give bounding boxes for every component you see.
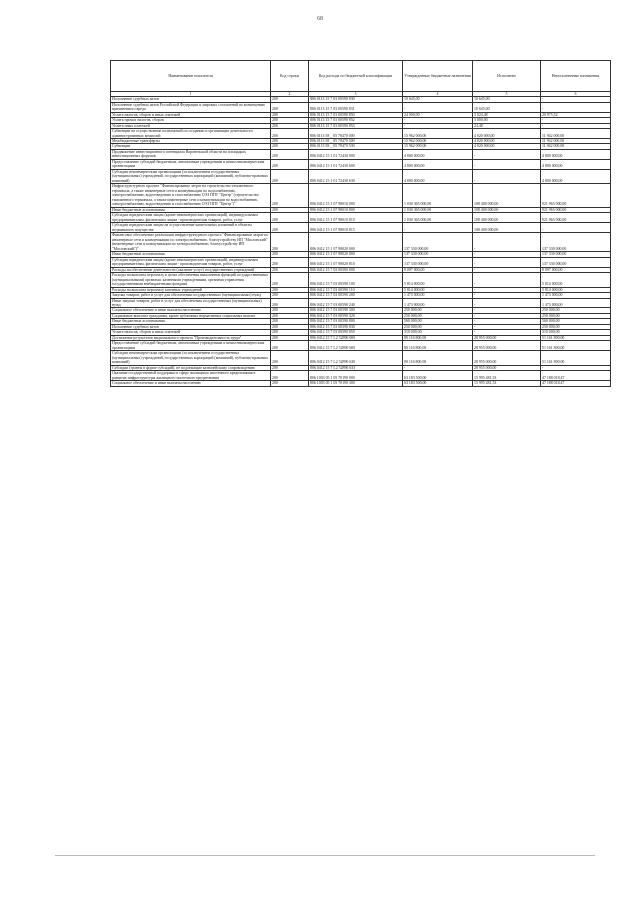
budget-code-cell: 806 0412 15 7 03 00590 800 [309, 319, 403, 324]
executed-cell: - [473, 149, 541, 159]
approved-cell: 63 183 500,00 [403, 371, 473, 381]
unexecuted-cell: 1 473 000,00 [541, 298, 611, 308]
line-code-cell: 200 [271, 233, 309, 252]
indicator-name-cell: Предоставление субсидий бюджетным, автономным учреждениям и иным некоммерческим организациям [111, 159, 271, 169]
table-row [111, 159, 611, 169]
table-row [111, 223, 611, 233]
approved-cell: - [403, 102, 473, 112]
approved-cell: 15 962 000,00 [403, 129, 473, 139]
indicator-name-cell: Субсидии некоммерческим организациям (за исключением государственных (муниципальных) учреждений, государственных корпораций (компаний), публично-правовых компаний) [111, 169, 271, 183]
line-code-cell: 200 [271, 313, 309, 318]
table-row [111, 273, 611, 287]
unexecuted-cell: 921 965 000,00 [541, 207, 611, 212]
line-code-cell: 200 [271, 159, 309, 169]
indicator-name-cell: Межбюджетные трансферты [111, 139, 271, 144]
executed-cell: 4 020 000,00 [473, 129, 541, 139]
budget-code-cell: 806 0412 15 7 03 00590 320 [309, 313, 403, 318]
table-row [111, 257, 611, 267]
line-code-cell: 200 [271, 123, 309, 128]
unexecuted-cell: 5 814 000,00 [541, 287, 611, 292]
line-code-cell: 200 [271, 207, 309, 212]
indicator-name-cell: Исполнение судебных актов [111, 97, 271, 102]
indicator-name-cell: Оказание государственной поддержки в сфере жилищного ипотечного кредитования в развитие инфраструктуры жилищного ипотечного кредитования [111, 371, 271, 381]
executed-cell: - [473, 267, 541, 272]
table-header-row [111, 61, 611, 92]
budget-execution-table [110, 60, 611, 387]
line-code-cell: 200 [271, 330, 309, 335]
approved-cell: 5 814 000,00 [403, 273, 473, 287]
executed-cell: 108 400 000,00 [473, 213, 541, 223]
approved-cell: 24 000,00 [403, 112, 473, 117]
indicator-name-cell: Расходы на выплаты персоналу в целях обеспечения выполнения функций государственными (муниципальными) органами, казенными учреждениями, органами управления государственными внебюджетными фондами [111, 273, 271, 287]
executed-cell: 3 000,00 [473, 118, 541, 123]
approved-cell: 10 645,00 [403, 97, 473, 102]
budget-code-cell: 806 0412 15 1 07 98010 800 [309, 207, 403, 212]
indicator-name-cell: Субсидии юридическим лицам (кроме некоммерческих организаций), индивидуальным предпринимателям, физическим лицам - производителям товаров, работ, услуг [111, 257, 271, 267]
header-executed: Исполнено [473, 61, 541, 92]
line-code-cell: 200 [271, 293, 309, 298]
budget-code-cell: 806 0412 15 7 03 00590 240 [309, 298, 403, 308]
unexecuted-cell: 560 000,00 [541, 319, 611, 324]
executed-cell: 24,48 [473, 123, 541, 128]
unexecuted-cell: 4 800 000,00 [541, 169, 611, 183]
table-row [111, 298, 611, 308]
indicator-name-cell: Иные бюджетные ассигнования [111, 319, 271, 324]
indicator-name-cell: Иные бюджетные ассигнования [111, 207, 271, 212]
budget-code-cell: 806 0412 15 7 03 00590 000 [309, 267, 403, 272]
table-row [111, 233, 611, 252]
header-approved-appropriations: Утвержденные бюджетные назначения [403, 61, 473, 92]
indicator-name-cell: Субсидии некоммерческим организациям (за исключением государственных (муниципальных) учреждений, государственных корпораций (компаний), публично-правовых компаний) [111, 351, 271, 365]
line-code-cell: 200 [271, 257, 309, 267]
approved-cell: 1 030 365 000,00 [403, 213, 473, 223]
unexecuted-cell: 250 000,00 [541, 308, 611, 313]
approved-cell: 137 330 000,00 [403, 252, 473, 257]
approved-cell: - [403, 118, 473, 123]
executed-cell: 10 645,00 [473, 97, 541, 102]
indicator-name-cell: Инфраструктурного проекта "Финансирование затрат на строительство таможенного терминала, а также инженерные сети и коммуникации по водоснабжению, электроснабжению, водоотведению и газоснабжению ОЭЗ ППТ "Центр" (строительство таможенного терминала, а также инженерные сети и коммуникации по водоснабжению, электроснабжению, водоотведению и газоснабжению ОЭЗ ППТ "Центр")" [111, 184, 271, 207]
unexecuted-cell: - [541, 102, 611, 112]
indicator-name-cell: Уплата прочих налогов, сборов [111, 118, 271, 123]
line-code-cell: 200 [271, 341, 309, 351]
budget-code-cell: 806 0412 15 1 07 98020 000 [309, 233, 403, 252]
budget-code-cell: 806 0412 15 7 03 00590 110 [309, 287, 403, 292]
table-row [111, 351, 611, 365]
executed-cell: - [473, 159, 541, 169]
approved-cell: 63 183 500,00 [403, 381, 473, 386]
unexecuted-cell: 11 942 000,00 [541, 129, 611, 139]
budget-code-cell: 806 0113 15 7 03 00590 852 [309, 118, 403, 123]
column-number: 6 [541, 92, 611, 97]
executed-cell: - [473, 252, 541, 257]
table-row [111, 129, 611, 139]
indicator-name-cell: Закупка товаров, работ и услуг для обеспечения государственных (муниципальных) нужд [111, 293, 271, 298]
table-row [111, 184, 611, 207]
unexecuted-cell: 51 161 800,00 [541, 341, 611, 351]
unexecuted-cell: 137 330 000,00 [541, 233, 611, 252]
approved-cell: 1 030 365 000,00 [403, 207, 473, 212]
unexecuted-cell: 47 188 018,47 [541, 371, 611, 381]
column-number: 5 [473, 92, 541, 97]
unexecuted-cell: 921 965 000,00 [541, 184, 611, 207]
indicator-name-cell: Уплата налогов, сборов и иных платежей [111, 330, 271, 335]
executed-cell: 10 645,00 [473, 102, 541, 112]
budget-code-cell: 806 0113 58 _ 05 78470 530 [309, 144, 403, 149]
approved-cell: 137 330 000,00 [403, 233, 473, 252]
budget-code-cell: 806 0412 15 1 07 98010 000 [309, 184, 403, 207]
indicator-name-cell: Социальные выплаты гражданам, кроме публичных нормативных социальных выплат [111, 313, 271, 318]
executed-cell: 28 955 000,00 [473, 365, 541, 370]
approved-cell: 250 000,00 [403, 324, 473, 329]
line-code-cell: 200 [271, 118, 309, 123]
budget-code-cell: 806 0412 15 1 07 98010 810 [309, 213, 403, 223]
table-row [111, 371, 611, 381]
footer-divider [55, 855, 595, 856]
executed-cell: - [473, 169, 541, 183]
budget-code-cell: 806 0412 15 7 L2 52890 630 [309, 351, 403, 365]
executed-cell: - [473, 233, 541, 252]
line-code-cell: 200 [271, 324, 309, 329]
header-indicator-name: Наименование показателя [111, 61, 271, 92]
line-code-cell: 200 [271, 129, 309, 139]
indicator-name-cell: Субсидии (гранты в форме субсидий), не подлежащие казначейскому сопровождению [111, 365, 271, 370]
approved-cell: 250 000,00 [403, 313, 473, 318]
line-code-cell: 200 [271, 371, 309, 381]
indicator-name-cell: Расходы на выплаты персоналу казенных учреждений [111, 287, 271, 292]
executed-cell: 15 995 481,53 [473, 381, 541, 386]
approved-cell: 560 000,00 [403, 319, 473, 324]
approved-cell: 250 000,00 [403, 308, 473, 313]
budget-code-cell: 806 0113 15 7 03 00590 831 [309, 102, 403, 112]
executed-cell: 15 995 481,53 [473, 371, 541, 381]
table-row [111, 341, 611, 351]
budget-code-cell: 806 0412 15 1 01 72430 630 [309, 169, 403, 183]
line-code-cell: 200 [271, 184, 309, 207]
approved-cell: 4 800 000,00 [403, 159, 473, 169]
executed-cell: - [473, 319, 541, 324]
budget-code-cell: 806 1003 05 1 05 70190 300 [309, 381, 403, 386]
line-code-cell: 200 [271, 169, 309, 183]
unexecuted-cell: 51 161 800,00 [541, 335, 611, 340]
line-code-cell: 200 [271, 308, 309, 313]
budget-code-cell: 806 0412 15 7 03 00590 100 [309, 273, 403, 287]
table-body [111, 97, 611, 387]
line-code-cell: 200 [271, 298, 309, 308]
line-code-cell: 200 [271, 273, 309, 287]
indicator-name-cell: Социальное обеспечение и иные выплаты населению [111, 308, 271, 313]
executed-cell: - [473, 330, 541, 335]
budget-code-cell: 806 0412 15 1 07 98020 800 [309, 252, 403, 257]
unexecuted-cell: 4 800 000,00 [541, 159, 611, 169]
executed-cell: 28 955 000,00 [473, 341, 541, 351]
unexecuted-cell: 8 097 000,00 [541, 267, 611, 272]
indicator-name-cell: Иные закупки товаров, работ и услуг для обеспечения государственных (муниципальных) нужд [111, 298, 271, 308]
executed-cell: - [473, 298, 541, 308]
page-number: 68 [317, 16, 323, 22]
budget-code-cell: 806 0412 15 1 07 98010 815 [309, 223, 403, 233]
indicator-name-cell: Социальное обеспечение и иные выплаты населению [111, 381, 271, 386]
approved-cell: 1 030 365 000,00 [403, 184, 473, 207]
indicator-name-cell: Иные бюджетные ассигнования [111, 252, 271, 257]
unexecuted-cell: 47 188 018,47 [541, 381, 611, 386]
table-row [111, 213, 611, 223]
indicator-name-cell: Продвижение инвестиционного потенциала Воронежской области на площадках инвестиционных форумов [111, 149, 271, 159]
budget-code-cell: 806 0113 15 7 03 00590 853 [309, 123, 403, 128]
line-code-cell: 200 [271, 97, 309, 102]
budget-code-cell: 806 0412 15 7 03 00590 200 [309, 293, 403, 298]
budget-code-cell: 806 0412 15 7 03 00590 300 [309, 308, 403, 313]
unexecuted-cell: 137 330 000,00 [541, 257, 611, 267]
line-code-cell: 200 [271, 335, 309, 340]
approved-cell: 5 814 000,00 [403, 287, 473, 292]
indicator-name-cell: Субвенции на осуществление полномочий по созданию и организации деятельности административных комиссий [111, 129, 271, 139]
executed-cell: 4 020 000,00 [473, 139, 541, 144]
budget-code-cell: 806 0113 15 7 03 00590 830 [309, 97, 403, 102]
unexecuted-cell: 250 000,00 [541, 313, 611, 318]
indicator-name-cell: Уплата иных платежей [111, 123, 271, 128]
approved-cell: 1 473 000,00 [403, 293, 473, 298]
unexecuted-cell: 250 000,00 [541, 324, 611, 329]
approved-cell: 1 473 000,00 [403, 298, 473, 308]
approved-cell: 15 962 000,00 [403, 139, 473, 144]
executed-cell: - [473, 324, 541, 329]
indicator-name-cell: Предоставление субсидий бюджетным, автономным учреждениям и иным некоммерческим организациям [111, 341, 271, 351]
executed-cell: 4 020 000,00 [473, 144, 541, 149]
budget-code-cell: 806 1003 05 1 05 70190 000 [309, 371, 403, 381]
executed-cell: 108 400 000,00 [473, 223, 541, 233]
header-unexecuted-appropriations: Неисполненные назначения [541, 61, 611, 92]
approved-cell: 80 116 800,00 [403, 335, 473, 340]
line-code-cell: 200 [271, 149, 309, 159]
indicator-name-cell: Уплата налогов, сборов и иных платежей [111, 112, 271, 117]
executed-cell: 3 024,48 [473, 112, 541, 117]
indicator-name-cell: Субсидии юридическим лицам (кроме некоммерческих организаций), индивидуальным предпринимателям, физическим лицам - производителям товаров, работ, услуг [111, 213, 271, 223]
unexecuted-cell: 51 161 800,00 [541, 351, 611, 365]
executed-cell: 28 955 000,00 [473, 351, 541, 365]
indicator-name-cell: Субсидии юридическим лицам на осуществление капитальных вложений в объекты недвижимого имущества [111, 223, 271, 233]
unexecuted-cell: 137 330 000,00 [541, 252, 611, 257]
budget-code-cell: 806 0412 15 7 03 00590 830 [309, 324, 403, 329]
indicator-name-cell: Исполнение судебных актов Российской Федерации и мировых соглашений по возмещению причиненного вреда [111, 102, 271, 112]
approved-cell: 4 800 000,00 [403, 169, 473, 183]
budget-code-cell: 806 0412 15 7 03 00590 850 [309, 330, 403, 335]
unexecuted-cell: - [541, 123, 611, 128]
budget-code-cell: 806 0113 58 _ 05 78470 000 [309, 129, 403, 139]
unexecuted-cell: 11 942 000,00 [541, 144, 611, 149]
budget-code-cell: 806 0412 15 7 L2 52890 600 [309, 341, 403, 351]
unexecuted-cell: - [541, 223, 611, 233]
approved-cell: 310 000,00 [403, 330, 473, 335]
executed-cell: - [473, 293, 541, 298]
indicator-name-cell: Финансовое обеспечение реализации инфраструктурного проекта "Финансирование затрат по инженерные сети и коммуникации по электроснабжению, благоустройству ИП "Масловский" (инженерные сети и коммуникации по электроснабжению, благоустройству ИП "Масловский")" [111, 233, 271, 252]
unexecuted-cell: - [541, 365, 611, 370]
header-budget-classification-code: Код расхода по бюджетной классификации [309, 61, 403, 92]
approved-cell: 137 330 000,00 [403, 257, 473, 267]
table-row [111, 381, 611, 386]
unexecuted-cell: - [541, 118, 611, 123]
table-row [111, 149, 611, 159]
executed-cell: - [473, 287, 541, 292]
indicator-name-cell: Достижение результатов национального проекта "Производительность труда" [111, 335, 271, 340]
executed-cell: - [473, 313, 541, 318]
unexecuted-cell: 11 942 000,00 [541, 139, 611, 144]
executed-cell: 108 400 000,00 [473, 184, 541, 207]
indicator-name-cell: Субвенции [111, 144, 271, 149]
budget-code-cell: 806 0113 58 _ 05 78470 500 [309, 139, 403, 144]
executed-cell: - [473, 308, 541, 313]
approved-cell: - [403, 123, 473, 128]
line-code-cell: 200 [271, 213, 309, 223]
indicator-name-cell: Расходы на обеспечение деятельности (оказание услуг) государственных учреждений [111, 267, 271, 272]
approved-cell: 15 962 000,00 [403, 144, 473, 149]
line-code-cell: 200 [271, 287, 309, 292]
column-number: 1 [111, 92, 271, 97]
budget-code-cell: 806 0412 15 7 L2 52890 000 [309, 335, 403, 340]
budget-code-cell: 806 0412 15 1 01 72430 000 [309, 149, 403, 159]
approved-cell: 4 800 000,00 [403, 149, 473, 159]
line-code-cell: 200 [271, 112, 309, 117]
budget-code-cell: 806 0412 15 7 L2 52890 633 [309, 365, 403, 370]
line-code-cell: 200 [271, 365, 309, 370]
table-row [111, 169, 611, 183]
line-code-cell: 200 [271, 139, 309, 144]
approved-cell: - [403, 223, 473, 233]
unexecuted-cell: 20 975,52 [541, 112, 611, 117]
line-code-cell: 200 [271, 102, 309, 112]
line-code-cell: 200 [271, 319, 309, 324]
line-code-cell: 200 [271, 252, 309, 257]
budget-code-cell: 806 0412 15 1 01 72430 600 [309, 159, 403, 169]
line-code-cell: 200 [271, 144, 309, 149]
header-line-code: Код строки [271, 61, 309, 92]
column-number: 4 [403, 92, 473, 97]
approved-cell: 80 116 800,00 [403, 351, 473, 365]
line-code-cell: 200 [271, 351, 309, 365]
unexecuted-cell: 5 814 000,00 [541, 273, 611, 287]
executed-cell: 108 400 000,00 [473, 207, 541, 212]
approved-cell: 8 097 000,00 [403, 267, 473, 272]
unexecuted-cell: - [541, 97, 611, 102]
unexecuted-cell: 1 473 000,00 [541, 293, 611, 298]
indicator-name-cell: Исполнение судебных актов [111, 324, 271, 329]
approved-cell: - [403, 365, 473, 370]
unexecuted-cell: 4 800 000,00 [541, 149, 611, 159]
executed-cell: - [473, 273, 541, 287]
line-code-cell: 200 [271, 223, 309, 233]
line-code-cell: 200 [271, 381, 309, 386]
line-code-cell: 200 [271, 267, 309, 272]
executed-cell: - [473, 257, 541, 267]
unexecuted-cell: 310 000,00 [541, 330, 611, 335]
table-row [111, 102, 611, 112]
unexecuted-cell: 921 965 000,00 [541, 213, 611, 223]
budget-code-cell: 806 0412 15 1 07 98020 810 [309, 257, 403, 267]
executed-cell: 28 955 000,00 [473, 335, 541, 340]
approved-cell: 80 116 800,00 [403, 341, 473, 351]
budget-code-cell: 806 0113 15 7 03 00590 850 [309, 112, 403, 117]
column-number: 3 [309, 92, 403, 97]
column-number: 2 [271, 92, 309, 97]
